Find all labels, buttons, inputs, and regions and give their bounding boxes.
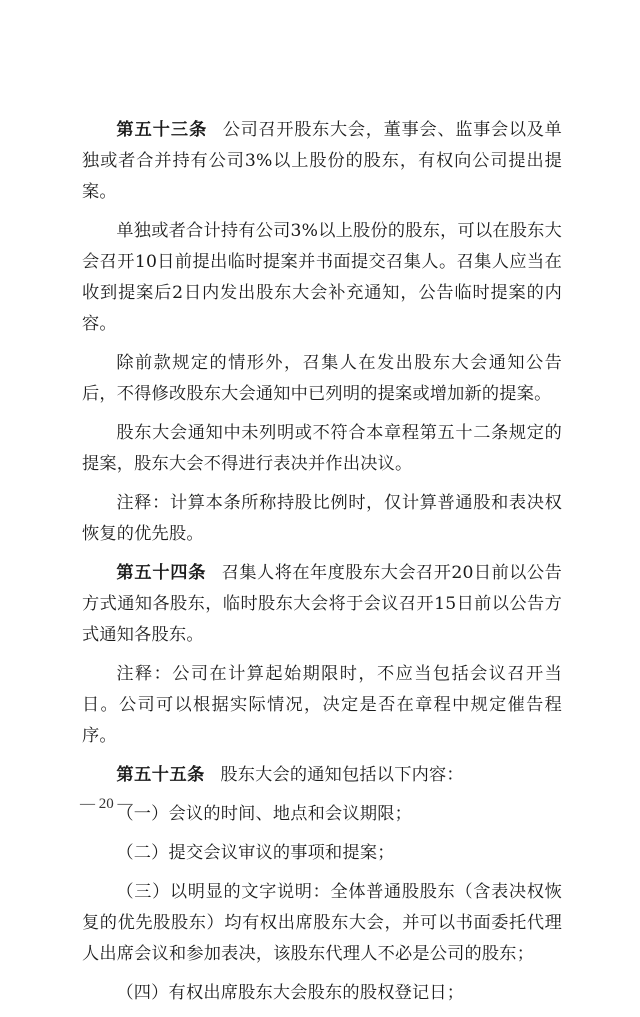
article-55-heading: 第五十五条 <box>116 765 205 785</box>
article-53-paragraph-3: 除前款规定的情形外，召集人在发出股东大会通知公告后，不得修改股东大会通知中已列明的提案或增加新的提案。 <box>82 353 562 404</box>
article-55-paragraph-1 <box>82 760 562 791</box>
article-55-item-2: （二）提交会议审议的事项和提案； <box>116 843 395 863</box>
article-53-text-1: 公司召开股东大会，董事会、监事会以及单独或者合并持有公司3%以上股份的股东，有权向公司提出提案。 <box>82 120 562 202</box>
article-54-note: 注释：公司在计算起始期限时，不应当包括会议召开当日。公司可以根据实际情况，决定是否在章程中规定催告程序。 <box>82 664 562 746</box>
article-53-paragraph-4: 股东大会通知中未列明或不符合本章程第五十二条规定的提案，股东大会不得进行表决并作出决议。 <box>82 423 562 474</box>
article-54-heading: 第五十四条 <box>116 563 207 583</box>
article-55-text-1: 股东大会的通知包括以下内容： <box>220 765 464 785</box>
article-53-note: 注释：计算本条所称持股比例时，仅计算普通股和表决权恢复的优先股。 <box>82 493 562 544</box>
article-54-text-1: 召集人将在年度股东大会召开20日前以公告方式通知各股东，临时股东大会将于会议召开15日前以公告方式通知各股东。 <box>82 563 562 645</box>
article-53-heading: 第五十三条 <box>116 120 208 140</box>
article-55-item-1: （一）会议的时间、地点和会议期限； <box>116 804 412 824</box>
article-53-paragraph-1 <box>82 115 562 208</box>
page-number: — 20 — <box>80 796 133 812</box>
document-body <box>82 115 562 1017</box>
article-54-paragraph-1 <box>82 558 562 651</box>
article-55-item-4: （四）有权出席股东大会股东的股权登记日； <box>116 983 465 1003</box>
article-55-item-3: （三）以明显的文字说明：全体普通股股东（含表决权恢复的优先股股东）均有权出席股东大会，并可以书面委托代理人出席会议和参加表决，该股东代理人不必是公司的股东； <box>82 882 562 964</box>
article-53-paragraph-2: 单独或者合计持有公司3%以上股份的股东，可以在股东大会召开10日前提出临时提案并书面提交召集人。召集人应当在收到提案后2日内发出股东大会补充通知，公告临时提案的内容。 <box>82 221 562 334</box>
